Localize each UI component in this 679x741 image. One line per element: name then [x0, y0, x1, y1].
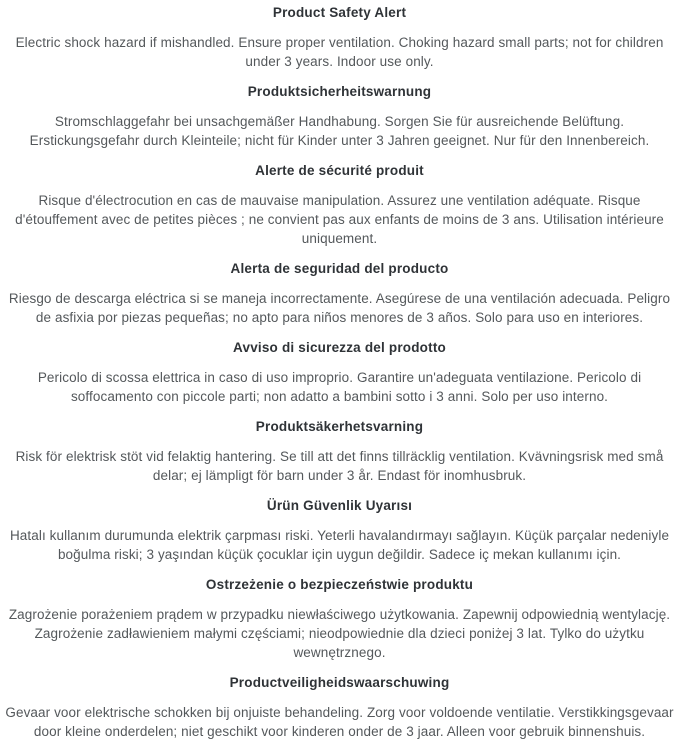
section-body-french: Risque d'électrocution en cas de mauvaise manipulation. Assurez une ventilation adéquate. Risque d'étouffement avec de petites pièces ; ne convient pas aux enfants de moins de 3 ans. Utilisation intérieure uniquement. [15, 193, 664, 246]
section-heading-swedish: Produktsäkerhetsvarning [255, 419, 424, 434]
section-body-polish: Zagrożenie porażeniem prądem w przypadku niewłaściwego użytkowania. Zapewnij odpowiednią wentylację. Zagrożenie zadławieniem małymi częściami; nieodpowiednie dla dzieci poniżej 3 lat. Tylko do użytku wewnętrznego. [8, 607, 671, 660]
section-heading-english: Product Safety Alert [272, 5, 407, 20]
section-heading-turkish: Ürün Güvenlik Uyarısı [266, 498, 413, 513]
section-heading-dutch: Productveiligheidswaarschuwing [229, 675, 450, 690]
safety-section-turkish [5, 496, 674, 564]
safety-section-swedish [5, 417, 674, 485]
section-body-german: Stromschlaggefahr bei unsachgemäßer Handhabung. Sorgen Sie für ausreichende Belüftung. Erstickungsgefahr durch Kleinteile; nicht für Kinder unter 3 Jahren geeignet. Nur für den Innenbereich. [29, 114, 650, 148]
safety-section-dutch [5, 673, 674, 741]
section-body-dutch: Gevaar voor elektrische schokken bij onjuiste behandeling. Zorg voor voldoende ventilatie. Verstikkingsgevaar door kleine onderdelen; niet geschikt voor kinderen onder de 3 jaar. Alleen voor gebruik binnenshuis. [5, 705, 674, 739]
section-body-english: Electric shock hazard if mishandled. Ensure proper ventilation. Choking hazard small parts; not for children under 3 years. Indoor use only. [15, 35, 664, 69]
safety-section-italian [5, 338, 674, 406]
section-heading-spanish: Alerta de seguridad del producto [230, 261, 449, 276]
section-body-swedish: Risk för elektrisk stöt vid felaktig hantering. Se till att det finns tillräcklig ventilation. Kvävningsrisk med små delar; ej lämpligt för barn under 3 år. Endast för inomhusbruk. [15, 449, 664, 483]
section-heading-french: Alerte de sécurité produit [255, 163, 424, 178]
safety-section-polish [5, 575, 674, 662]
section-body-italian: Pericolo di scossa elettrica in caso di uso improprio. Garantire un'adeguata ventilazione. Pericolo di soffocamento con piccole parti; non adatto a bambini sotto i 3 anni. Solo per uso interno. [37, 370, 642, 404]
section-heading-german: Produktsicherheitswarnung [247, 84, 432, 99]
safety-section-french [5, 161, 674, 248]
section-body-turkish: Hatalı kullanım durumunda elektrik çarpması riski. Yeterli havalandırmayı sağlayın. Küçük parçalar nedeniyle boğulma riski; 3 yaşından küçük çocuklar için uygun değildir. Sadece iç mekan kullanımı için. [9, 528, 670, 562]
safety-section-german [5, 82, 674, 150]
safety-section-spanish [5, 259, 674, 327]
section-heading-polish: Ostrzeżenie o bezpieczeństwie produktu [205, 577, 474, 592]
section-heading-italian: Avviso di sicurezza del prodotto [233, 340, 446, 355]
safety-section-english [5, 3, 674, 71]
section-body-spanish: Riesgo de descarga eléctrica si se maneja incorrectamente. Asegúrese de una ventilación adecuada. Peligro de asfixia por piezas pequeñas; no apto para niños menores de 3 años. Solo para uso en interiores. [8, 291, 671, 325]
